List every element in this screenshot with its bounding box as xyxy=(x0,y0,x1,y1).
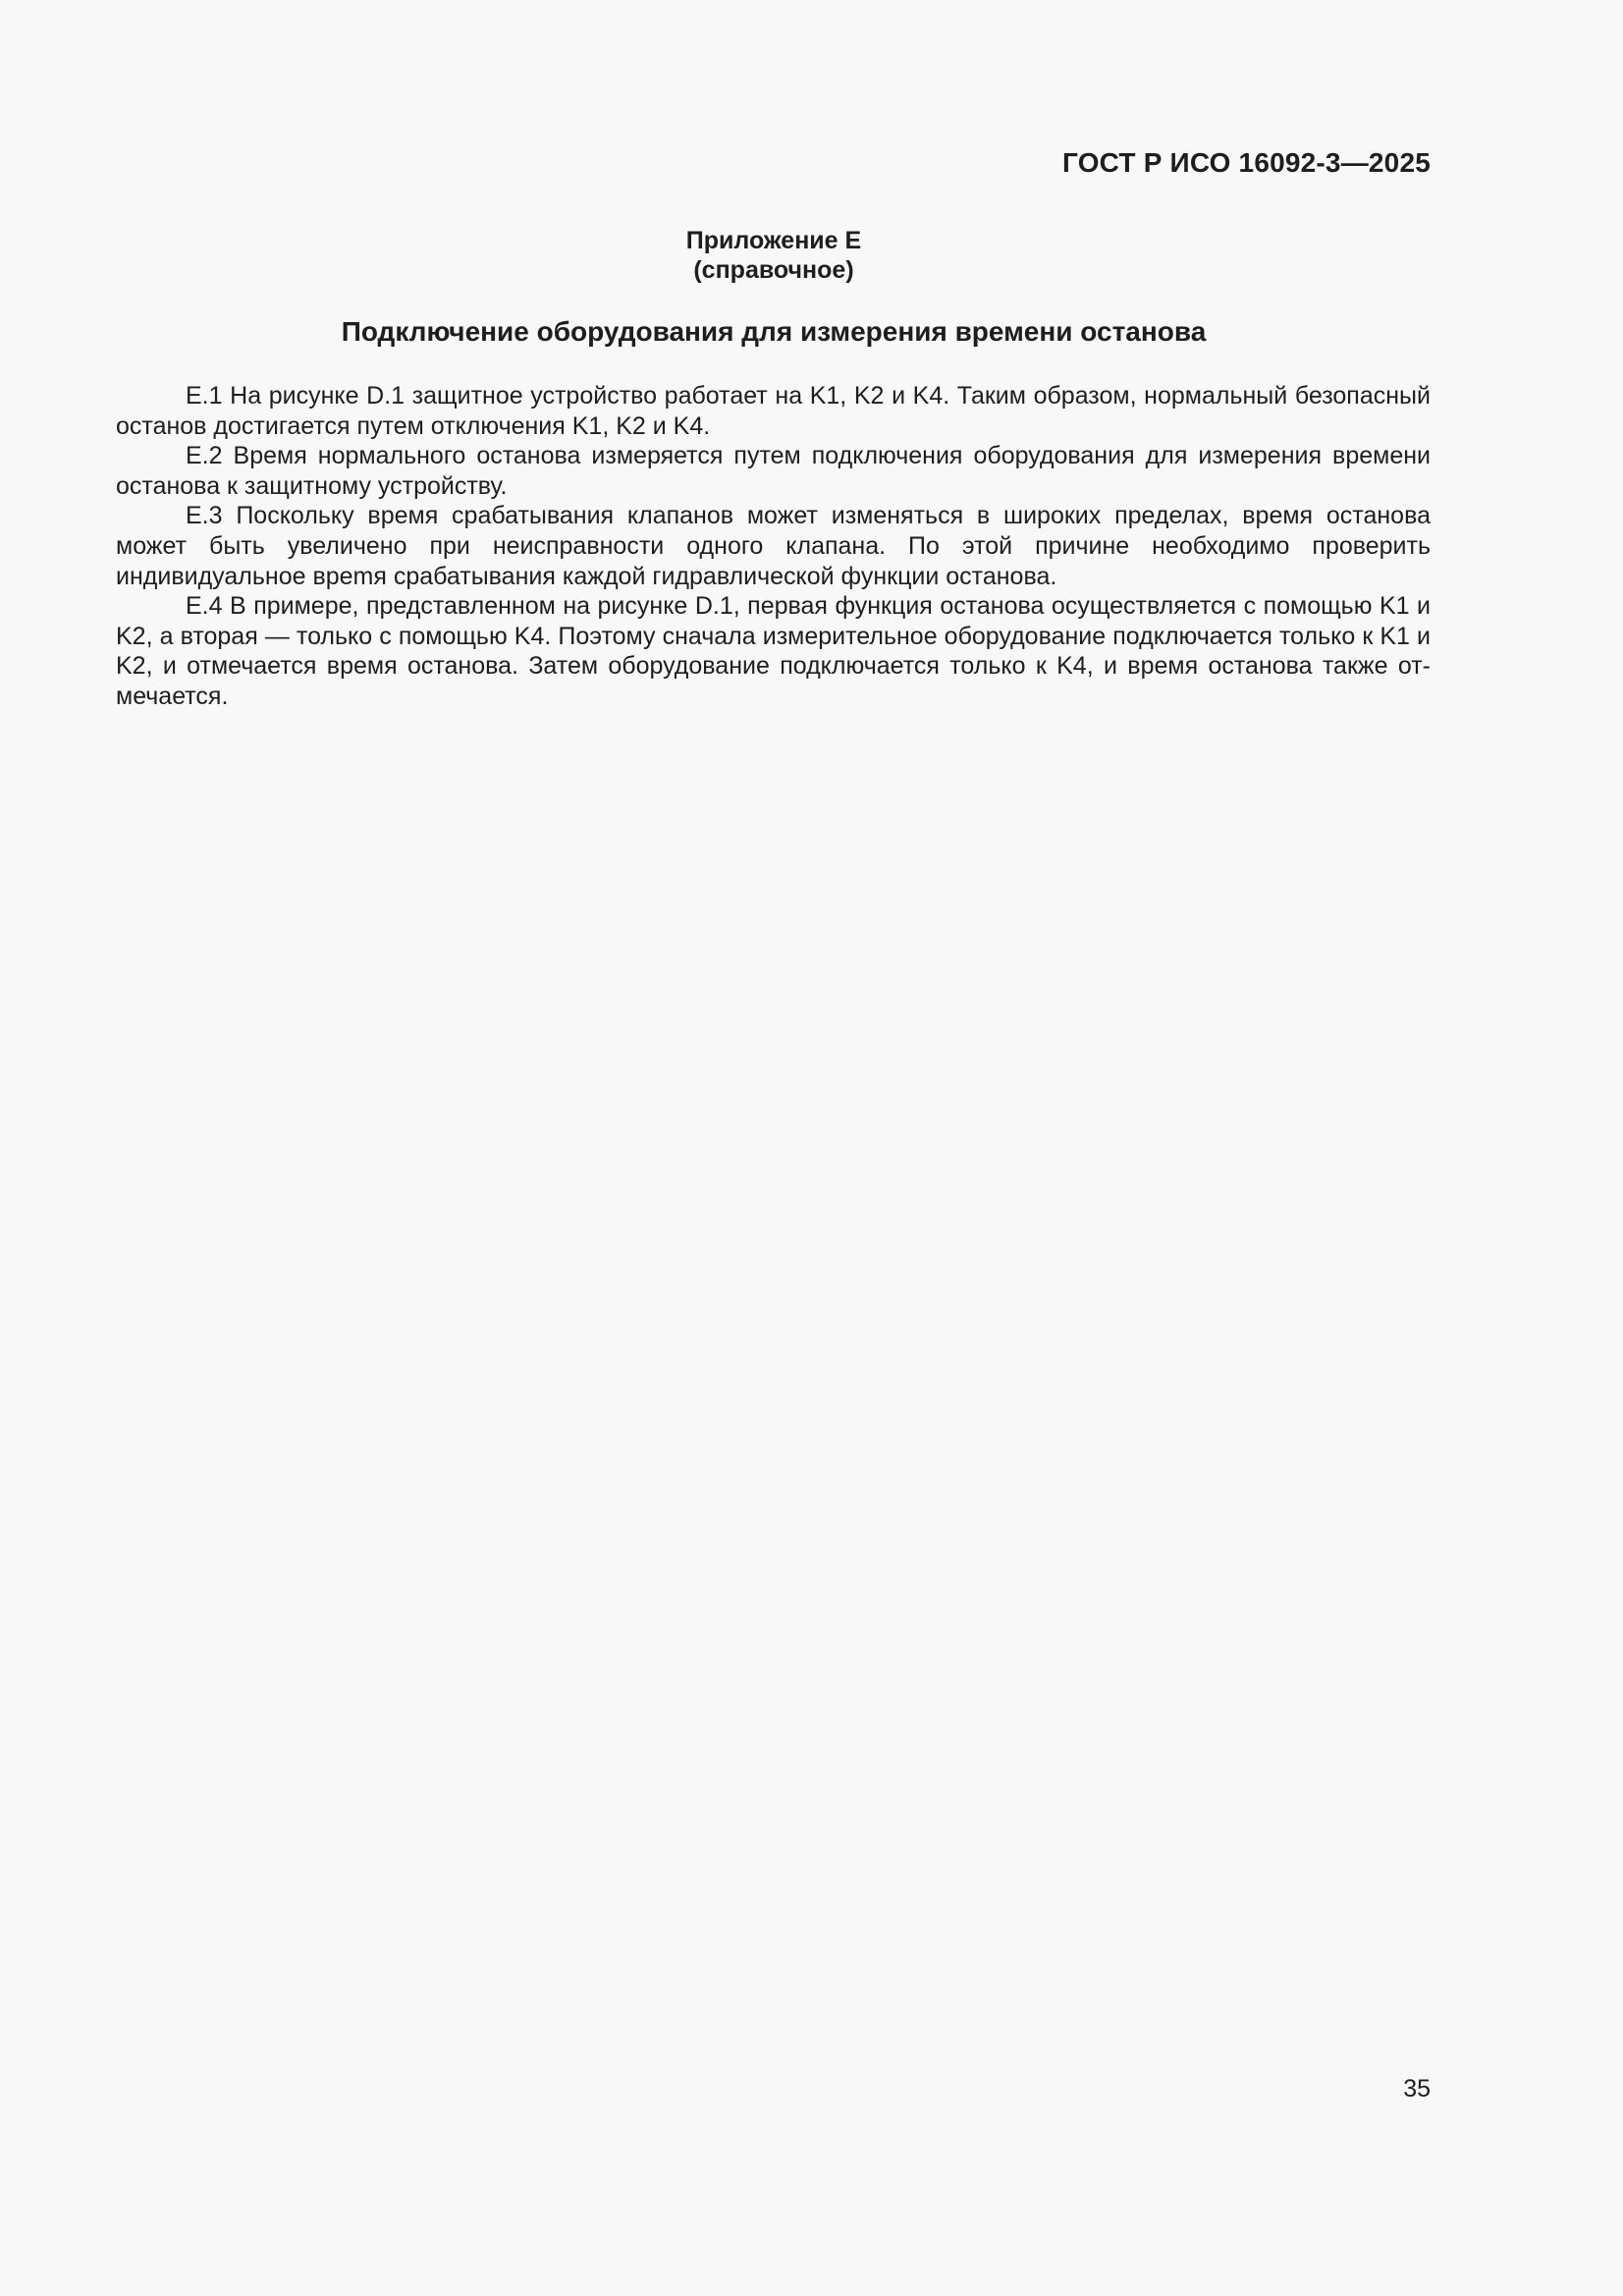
section-title: Подключение оборудования для измерения времени останова xyxy=(341,316,1207,347)
appendix-heading xyxy=(0,226,1547,285)
body-text xyxy=(116,381,1431,712)
page-number: 35 xyxy=(1403,2075,1431,2103)
paragraph-e4: Е.4 В примере, представленном на рисунке D.1, первая функция останова осуществляется с помощью K1 и K2, а вторая — только с помощью K4. Поэтому сначала измерительное оборудование подключается только к K1 и K2, и отмечается время останова. Затем оборудование подключается только к K4, и время останова также отмечается. xyxy=(116,592,1431,710)
paragraph-e1: Е.1 На рисунке D.1 защитное устройство работает на K1, K2 и K4. Таким образом, нормальный безопасный останов достигается путем отключения K1, K2 и K4. xyxy=(116,382,1431,440)
paragraph-e2: Е.2 Время нормального останова измеряется путем подключения оборудования для измерения времени останова к защитному устройству. xyxy=(116,442,1431,500)
paragraph-e3: Е.3 Поскольку время срабатывания клапанов может изменяться в широких пределах, время останова может быть увеличено при неисправности одного клапана. По этой причине необходимо проверить индивидуальное вреmя срабатывания каждой гидравлической функции останова. xyxy=(116,502,1431,590)
appendix-title: Приложение Е xyxy=(685,227,862,254)
document-code: ГОСТ Р ИСО 16092-3—2025 xyxy=(1062,147,1431,178)
appendix-type: (справочное) xyxy=(693,256,854,284)
